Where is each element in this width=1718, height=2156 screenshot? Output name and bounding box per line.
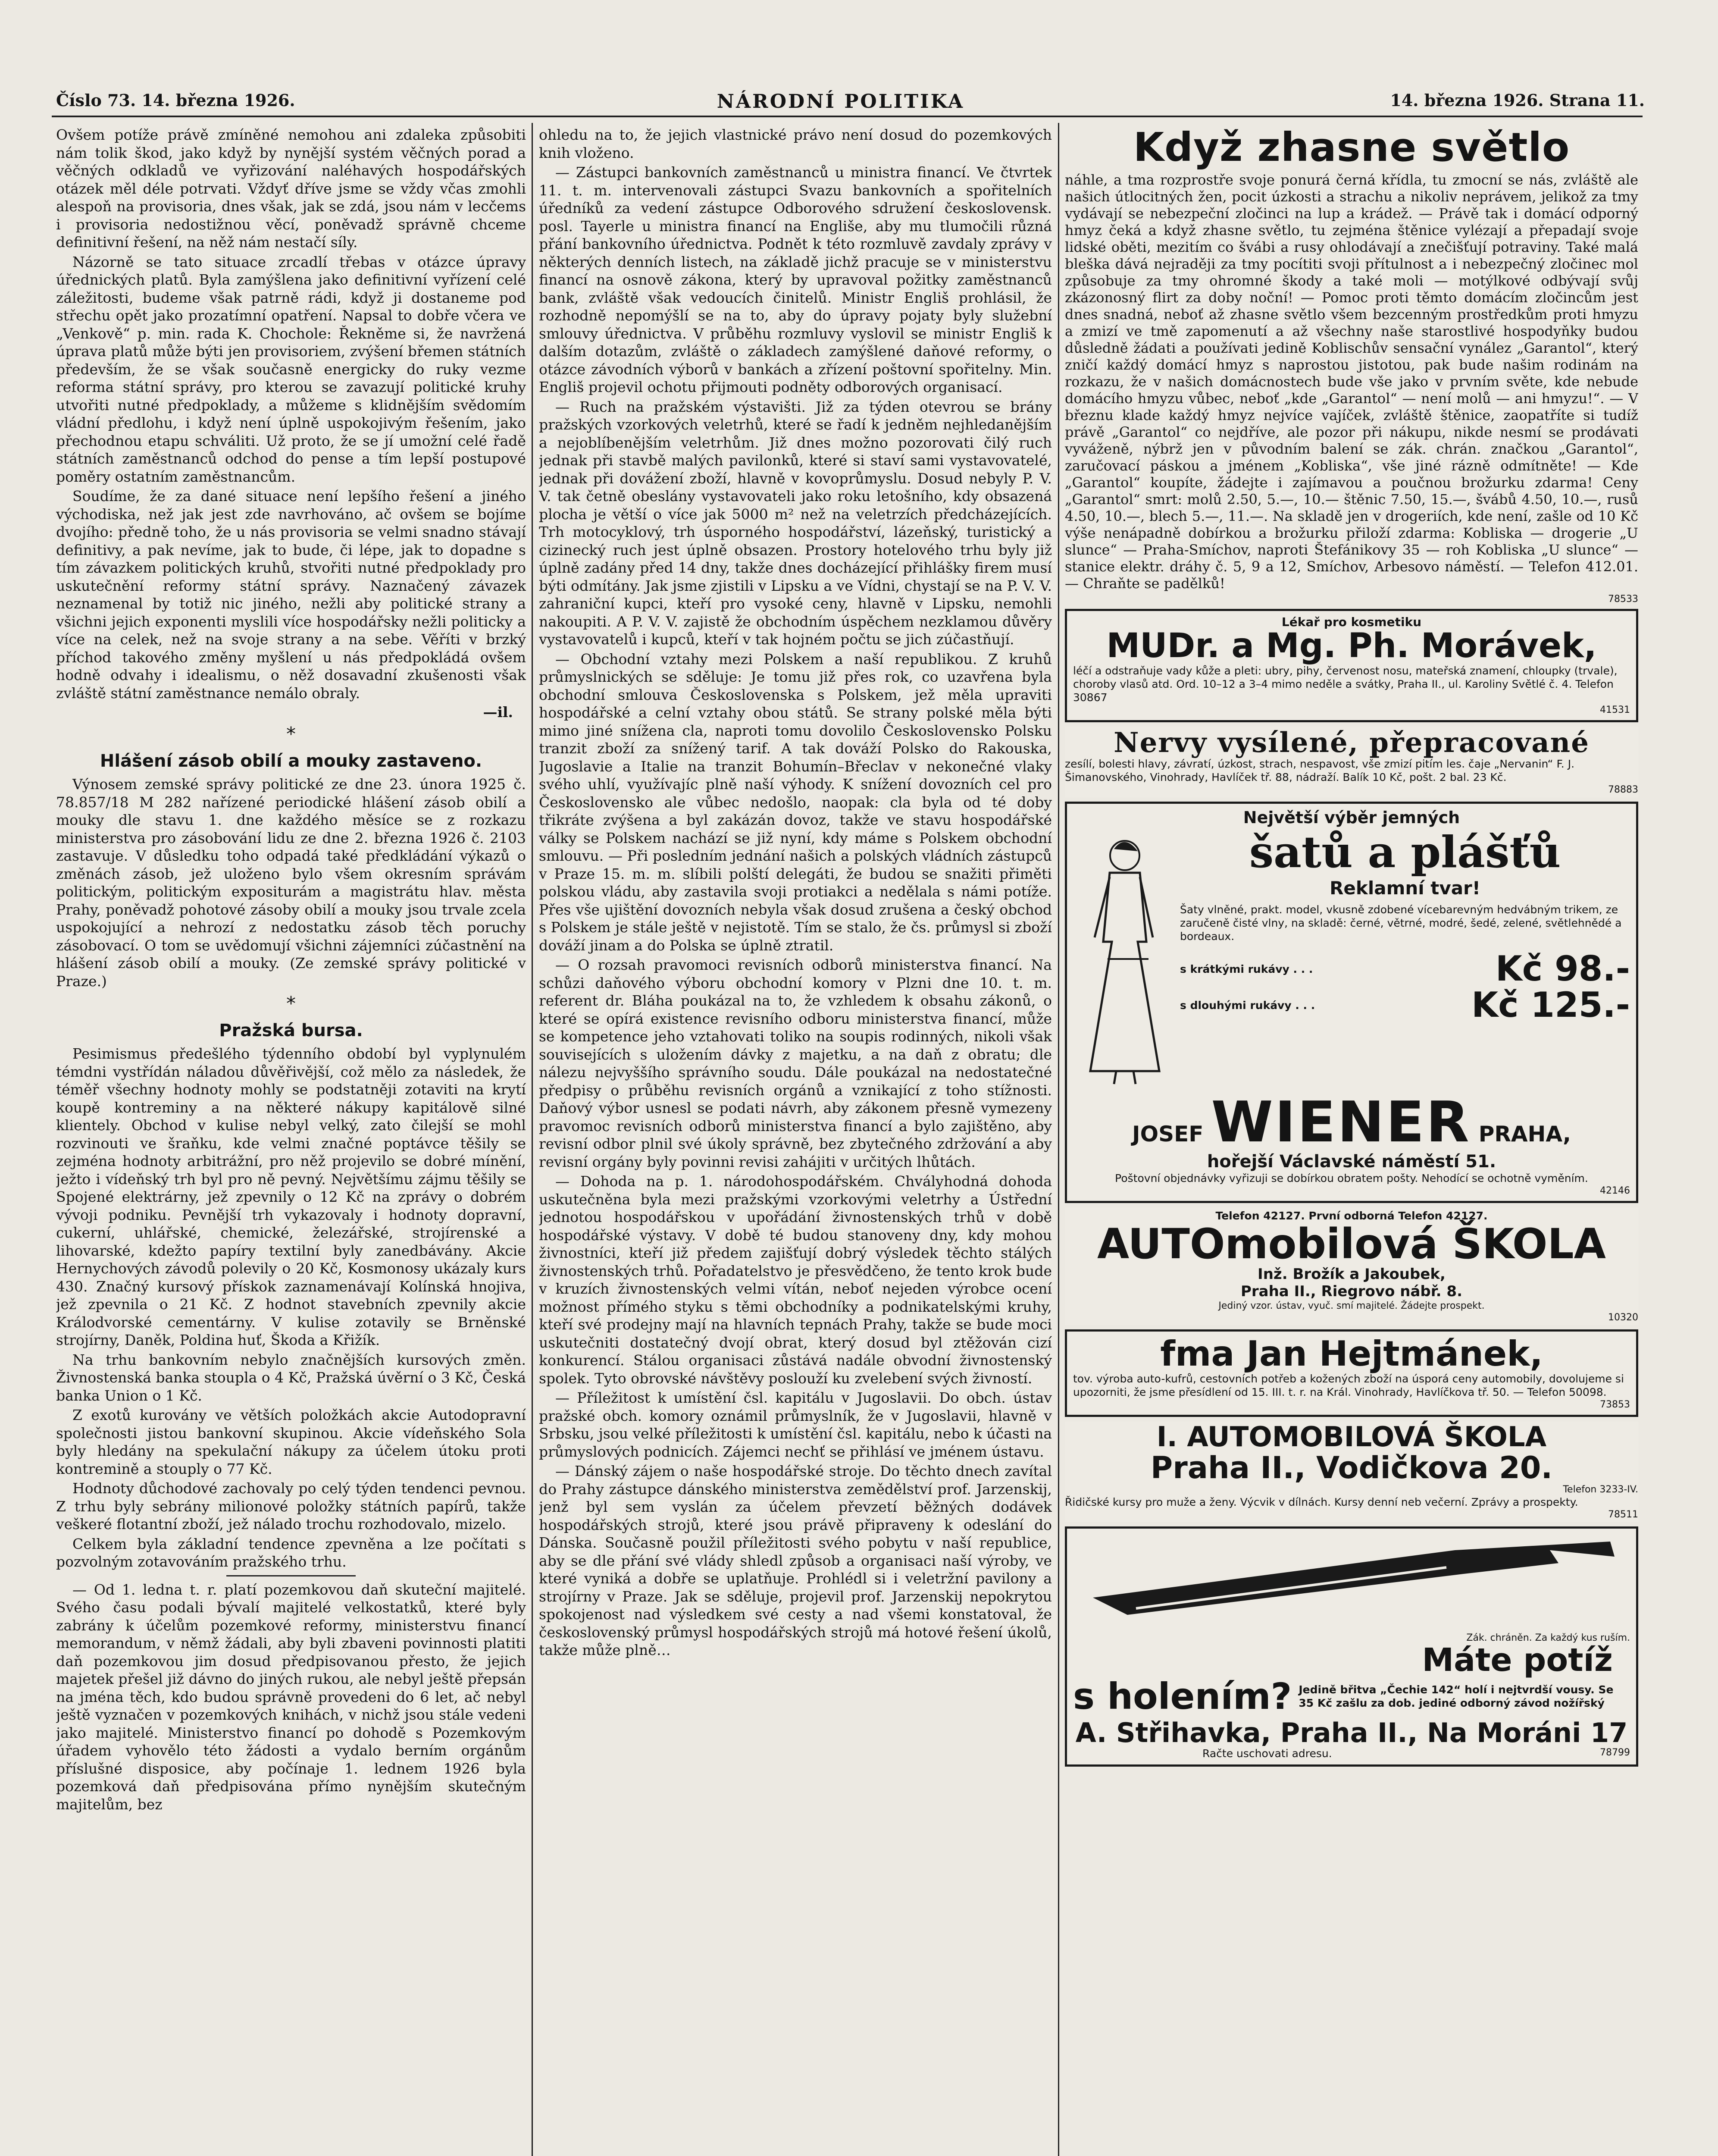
issue-info: Číslo 73. 14. března 1926. [56, 91, 295, 110]
ad-body: Jedině břitva „Čechie 142“ holí i nejtvrdší vousy. Se 35 Kč zašlu za dob. jediné odborný závod nožířský [1299, 1683, 1614, 1709]
ad-headline: I. AUTOMOBILOVÁ ŠKOLA [1156, 1421, 1547, 1454]
ad-label: Největší výběr jemných [1243, 808, 1460, 827]
ad-moravek [1065, 609, 1638, 722]
separator-star: * [286, 723, 296, 745]
ad-body: léčí a odstraňuje vady kůže a pleti: ubry, pihy, červenost nosu, mateřská znamení, chloupky (trvale), choroby vlasů atd. Ord. 10–12 a 3–4 mimo neděle a svátky, Praha II., ul. Karoliny Světlé č. 4. Telefon 30867 [1073, 664, 1618, 704]
ad-code: 73853 [1600, 1399, 1630, 1410]
ad-firm: A. Střihavka, Praha II., Na Moráni 17 [1075, 1717, 1628, 1749]
ad-body: zesílí, bolesti hlavy, závratí, úzkost, strach, nespavost, vše zmizí pitím les. čaje „Nervanin“ F. J. Šimanovského, Vinohrady, Havlíček tř. 88, nádraží. Balík 10 Kč, pošt. 2 bal. 23 Kč. [1065, 758, 1575, 784]
firm-city: PRAHA, [1478, 1122, 1571, 1147]
column-rule-1 [532, 123, 533, 2156]
header-rule [52, 116, 1643, 117]
article-heading: Pražská bursa. [219, 1021, 363, 1040]
ad-address: Praha II., Riegrovo nábř. 8. [1240, 1283, 1463, 1300]
ad-code: 78799 [1600, 1747, 1630, 1758]
firm-name: WIENER [1211, 1089, 1471, 1155]
ad-caption: Zák. chráněn. Za každý kus ruším. [1466, 1633, 1630, 1644]
ad-strihavka [1065, 1526, 1638, 1767]
ad-nervanin [1065, 727, 1638, 797]
ad-subheadline: Reklamní tvar! [1330, 877, 1480, 899]
article-text: Pesimismus předešlého týdenního období byl vyplynulém témdni vystřídán náladou důvěřivější, což mělo za následek, že téměř všechny hodnoty mohly se podstatněji zotaviti na krytí koupě kontreminy a na některé nákupy kapitálově silné klientely. Obchod v kulise nebyl velký, zato čilejší se mohl rozvinouti ve šraňku, kde velmi značné poptávce těšily se zejména hodnoty arbitrážní, pro něž projevilo se dobré mínění, ježto i vídeňský trh byl pro ně pevný. Největšímu zájmu těšily se Spojené elektrárny, jež zpevnily o 12 Kč na zprávy o dobrém vývoji podniku. Pevnější trh vykazovaly i hodnoty dopravní, cukerní, uhlářské, chemické, železářské, strojírenské a lihovarské, kdežto papíry textilní byly zanedbávány. Akcie Hernychových závodů polevily o 20 Kč, Kosmonosy ukázaly kurs 430. Značný kursový přískok zaznamenávají Kolínská hnojiva, jež zpevnila o 21 Kč. Z hodnot stavebních zpevnily akcie Králodvorské cementárny. V kulise zotavily se Brněnské strojírny, Daněk, Poldina huť, Škoda a Křižík. [56, 1045, 526, 1348]
ad-footer [1073, 1747, 1630, 1760]
firm-address: hořejší Václavské náměstí 51. [1207, 1151, 1496, 1172]
dress-illustration [1073, 830, 1172, 1088]
razor-illustration [1073, 1533, 1630, 1632]
ad-code: 42146 [1600, 1185, 1630, 1196]
article-text: ohledu na to, že jejich vlastnické právo není dosud do pozemkových knih vloženo. [539, 126, 1052, 161]
ad-code: 10320 [1608, 1312, 1638, 1323]
ad-code: 78533 [1608, 594, 1638, 605]
ad-row [1073, 1677, 1630, 1715]
price-value: Kč 125.- [1471, 985, 1630, 1025]
column-2 [539, 126, 1052, 2156]
article-text: Názorně se tato situace zrcadlí třebas v otázce úpravy úřednických platů. Byla zamýšlena jako definitivní vyřízení celé záležitosti, budeme však patrně rádi, když ji dostaneme pod střechu opět jako prozatímní opatření. Napsal to dobře včera ve „Venkově“ p. min. rada K. Chochole: Řekněme si, že navržená úprava platů může býti jen provisoriem, zvýšení břemen státních především, že se však současně energicky do ruky vezme reforma státní správy, pro kterou se zavazují politické kruhy utvořiti nutné předpoklady, a můžeme s klidnějším svědomím vládní předlohu, i když není úplně uspokojivým řešením, jako přechodnou etapu schváliti. Už proto, že se jí umožní celé řadě státních zaměstnanců odchod do pense a tím lepší postupové poměry ostatním zaměstnancům. [56, 253, 526, 485]
article-text: — Dánský zájem o naše hospodářské stroje. Do těchto dnech zavítal do Prahy zástupce dánského ministerstva zemědělství prof. Jarzenskij, jenž byl sem vyslán za účelem převzetí běžných dodávek hospodářských strojů, které jsou právě připraveny k odeslání do Dánska. Současně použil příležitosti svého pobytu v naší republice, aby se dle přání své vlády shledl způsob a organisaci naší výroby, ve které vyniká a dobře se uplatňuje. Prohlédl si i veletržní pavilony a strojírny v Praze. Jak se sděluje, projevil prof. Jarzenskij nepokrytou spokojenost nad výsledkem své cesty a nad všemi konstatoval, že československý průmysl hospodářských strojů má hotové řešení úkolů, takže může plně… [539, 1463, 1052, 1658]
article-signature: —il. [483, 704, 513, 721]
ad-note: Jediný vzor. ústav, vyuč. smí majitelé. Žádejte prospekt. [1218, 1300, 1485, 1312]
article-text: Z exotů kurovány ve větších položkách akcie Autodopravní společnosti jistou bankovní skupinou. Akcie vídeňského Sola byly hledány na spekulační nákupy za účelem útoku proti kontremině a stouply o 77 Kč. [56, 1407, 526, 1477]
article-text: — Obchodní vztahy mezi Polskem a naší republikou. Z kruhů průmyslnických se sděluje: Je tomu již přes rok, co uzavřena byla obchodní smlouva Československa s Polskem, jež měla upraviti hospodářské a celní vztahy obou států. Se strany polské měla býti mimo jiné snížena cla, naproti tomu dovolilo Československo Polsku tranzit zboží za snížený tarif. A tak dováží Polsko do Rakouska, Jugoslavie a Italie na tranzit Bohumín–Břeclav v nekonečné vlaky svého uhlí, využívajíc plně naší výhody. K snížení dovozních cel pro Československo ale vůbec nedošlo, naopak: cla byla od té doby třikráte zvýšena a byl zakázán dovoz, takže ve stavu hospodářské války se Polskem nachází se již nyní, kdy máme s Polskem obchodní smlouvu. — Při posledním jednání našich a polských vládních zástupců v Praze 15. m. m. slíbili polští delegáti, že budou se snažiti přiměti polskou vládu, aby zastavila svoji protiakci a nedělala s námi potíže. Přes vše ujištění dovozních nebyla však dosud zrušena a český obchod s Polskem je stále ještě v nejistotě. Tím se stalo, že čs. průmysl si zboží dováží jinam a do Polska se úplně ztratil. [539, 650, 1052, 954]
price-value: Kč 98.- [1495, 949, 1630, 989]
article-heading: Hlášení zásob obilí a mouky zastaveno. [100, 751, 482, 771]
article-text: — Ruch na pražském výstavišti. Již za týden otevrou se brány pražských vzorkových veletrhů, které se řadí k jedněm nejhledanějším a nejoblíbenějším veletrhům. Již dnes možno pozorovati čilý ruch jednak při stavbě malých pavilonků, které si staví sami vystavovatelé, jednak při dovážení zboží, hlavně v kovoprůmyslu. Dosud nebyly P. V. V. tak četně obeslány vystavovateli jako roku letošního, kdy obsazená plocha je větší o více jak 5000 m² než na veletrzích předcházejících. Trh motocyklový, trh úsporného hospodářství, lázeňský, turistický a cizinecký ruch jest úplně obsazen. Prostory hotelového trhu byly již úplně zadány před 14 dny, takže dnes docházející přihlášky firem musí býti odmítány. Jak jsme zjistili v Lipsku a ve Vídni, chystají se na P. V. V. zahraniční kupci, kteří pro vysoké ceny, hlavně v Lipsku, nemohli nakoupiti. A P. V. V. zajistě že obchodním úspěchem nezklamou důvěry vystavovatelů i kupců, kteří v tak hojném počtu se jich zúčastňují. [539, 398, 1052, 648]
ad-autoskola-vodickova [1065, 1421, 1638, 1522]
price-row-long [1180, 987, 1630, 1023]
article-text: Na trhu bankovním nebylo značnějších kursových změn. Živnostenská banka stoupla o 4 Kč, Pražská úvěrní o 3 Kč, Česká banka Union o 1 Kč. [56, 1351, 526, 1404]
divider [226, 1575, 356, 1576]
price-label: s krátkými rukávy . . . [1180, 962, 1313, 975]
ad-code: 78883 [1608, 784, 1638, 796]
article-text: — Od 1. ledna t. r. platí pozemkovou daň skuteční majitelé. Svého času podali bývalí majitelé velkostatků, které byly zabrány k účelům pozemkové reformy, ministerstvu financí memorandum, v němž žádali, aby byli zbaveni povinnosti platiti daň pozemkovou jim dosud předpisovanou přesto, že jejich majetek přešel již dávno do jiných rukou, ale nebyl ještě přepsán na jména těch, kdo budou správně provedeni do 6 let, ač nebyl ještě vyznačen v pozemkových knihách, v nichž jsou stále vedeni jako majitelé. Ministerstvo financí po dohodě s Pozemkovým úřadem vyhovělo této žádosti a vydalo berním orgánům příslušné disposice, aby počínaje 1. lednem 1926 byla pozemková daň předpisována přímo nynějším skutečným majitelům, bez [56, 1581, 526, 1813]
column-rule-2 [1058, 123, 1059, 2156]
ad-code: 41531 [1600, 704, 1630, 715]
ad-hejtmanek [1065, 1329, 1638, 1417]
ad-headline: šatů a plášťů [1249, 827, 1561, 878]
article-text: — Dohoda na p. 1. národohospodářském. Chvályhodná dohoda uskutečněna byla mezi pražskými vzorkovými veletrhy a Ústřední jednotou hospodářskou v upořádání živnostenských trhů v době hospodářské výstavy. V době té budou stanoveny dny, kdy mohou živnostníci, kteří již předem zajišťují dobrý výsledek těchto stálých živnostenských trhů. Pořadatelstvo je přesvědčeno, že tento krok bude v kruzích živnostenských velmi vítán, neboť nejeden výrobce ocení možnost přímého styku s těmi obchodníky a podnikatelskými kruhy, kteří své prodejny mají na hlavních tepnách Prahy, takže se bude moci uskutečniti dostatečný dvojí obrat, který dosud byl ztěžován cizí konkurencí. Stálou organisaci zůstává nadále obvodní živnostenský spolek. Tyto obrovské návštěvy poslouží ku zvelebení svých živností. [539, 1173, 1052, 1387]
ad-headline: Nervy vysílené, přepracované [1114, 726, 1590, 759]
ad-body: tov. výroba auto-kufrů, cestovních potřeb a kožených zboží na úsporá ceny automobily, dovolujeme si upozorniti, že jsme přesídlení od 15. III. t. r. na Král. Vinohrady, Havlíčkova tř. 50. — Telefon 50098. [1073, 1373, 1624, 1399]
ad-wiener [1065, 802, 1638, 1203]
advert-text: náhle, a tma rozprostře svoje ponurá černá křídla, tu zmocní se nás, zvláště ale našich útlocitných žen, pocit úzkosti a strachu a nikoliv neprávem, jelikož za tmy vydávají se nebezpeční zločinci na lup a krádež. — Právě tak i domácí odporný hmyz čeká a když zhasne světlo, tu zejména štěnice vylézají a přepadají svoje lidské oběti, mezitím co švábi a rusy ohlodávají a znečišťují potraviny. Také malá bleška dává nejraději za tmy pocítiti svoji přítulnost a i nebezpečný zločinec mol způsobuje za tmy ohromné škody a také moli — motýlkové odbývají svůj zkázonosný flirt za doby noční! — Pomoc proti těmto domácím zločincům jest dnes snadná, neboť až zhasne světlo všem bezcenným prostředkům proti hmyzu a zmizí ve tmě zapomenutí a až všechny naše starostlivé hospodyňky budou důsledně žádati a používati jedině Koblischův sensační vynález „Garantol“, který zničí každý domácí hmyz s naprostou jistotou, pak bude našim rodinám na rozkazu, že v našich domácnostech bude vše jako v prvním světe, kde nebude domácího hmyzu vůbec, neboť „kde „Garantol“ — není molů — ani hmyzu!“. — V březnu klade každý hmyz nejvíce vajíček, zvláště štěnice, zaopatříte si tudíž právě „Garantol“ co nejdříve, ale pozor při nákupu, nikde nesmí se prodávati vyváženě, nýbrž jen v původním balení se zák. chrán. značkou „Garantol“, zaručovací páskou a jménem „Kobliska“, vše jiné rázně odmítněte! — Kde „Garantol“ koupíte, žádejte i zajímavou a poučnou brožurku zdarma! Ceny „Garantol“ smrt: molů 2.50, 5.—, 10.— štěnic 7.50, 15.—, švábů 4.50, 10.—, rusů 4.50, 10.—, blech 5.—, 11.—. Na skladě jen v drogeriích, kde není, zašle od 10 Kč výše nenápadně dobírkou a brožurku přiloží zdarma: Kobliska — drogerie „U slunce“ — Praha-Smíchov, naproti Štefánikovy 35 — roh Kobliska „U slunce“ — stanice elektr. dráhy č. 5, 9 a 12, Smíchov, Arbesovo náměstí. — Telefon 412.01. — Chraňte se padělků! [1065, 172, 1638, 592]
price-label: s dlouhými rukávy . . . [1180, 999, 1315, 1012]
article-text: Hodnoty důchodové zachovaly po celý týden tendenci pevnou. Z trhu byly sebrány milionové položky státních papírů, takže veškeré flotantní zboží, jež nálado trochu rozhodovalo, mizelo. [56, 1480, 526, 1532]
ad-owners: Inž. Brožík a Jakoubek, [1258, 1266, 1446, 1283]
ad-headline: s holením? [1073, 1675, 1292, 1717]
article-text: Výnosem zemské správy politické ze dne 23. února 1925 č. 78.857/18 M 282 nařízené periodické hlášení zásob obilí a mouky dle stavu 1. dne každého měsíce se z rozkazu ministerstva pro zásobování lidu ze dne 2. března 1926 č. 2103 zastavuje. V důsledku toho odpadá také předkládání výkazů o změnách zásob, jež uloženo bylo všem okresním správám politickým, politickým expositurám a magistrátu hlav. města Prahy, poněvadž pohotové zásoby obilí a mouky jsou trvale zcela uspokojující a nehrozí z nedostatku zásob těch poruchy zásobovací. O tom se uvědomují všichni zájemníci zúčastnění na hlášení zásob obilí a mouky. (Ze zemské správy politické v Praze.) [56, 776, 526, 990]
masthead: NÁRODNÍ POLITIKA [717, 91, 965, 113]
ad-headline: AUTOmobilová ŠKOLA [1097, 1219, 1606, 1268]
article-text: — O rozsah pravomoci revisních odborů ministerstva financí. Na schůzi daňového výboru obchodní komory v Plzni dne 10. t. m. referent dr. Bláha poukázal na to, že vzhledem k obsahu zákonů, o které se opírá existence revisního odboru ministerstva financí, může se kompetence jeho vztahovati toliko na soupis rodinných, nikoli však souvisejících s uložením dávky z majetku, a na daň z obratu; dle nálezu nejvyššího správního soudu. Dále poukázal na nedostatečné předpisy o průběhu revisních orgánů a vznikající z toho stížnosti. Daňový výbor usnesl se podati návrh, aby zákonem přesně vymezeny pravomoc revisních odborů ministerstva financí a bylo zajištěno, aby revisní odbor plnil své úkoly správně, bez zbytečného zdržování a aby revisní orgány byly povinni revisi zahájiti v určitých lhůtách. [539, 956, 1052, 1170]
column-3 [1065, 126, 1638, 2156]
ad-phone: Telefon 3233-IV. [1563, 1484, 1638, 1495]
ad-note: Poštovní objednávky vyřizuji se dobírkou obratem pošty. Nehodící se ochotně vyměním. [1115, 1172, 1588, 1185]
ad-code: 78511 [1608, 1509, 1638, 1520]
ad-label: Telefon 42127. První odborná Telefon 42127. [1215, 1209, 1488, 1222]
ad-headline: MUDr. a Mg. Ph. Morávek, [1106, 627, 1597, 665]
separator-star: * [286, 993, 296, 1015]
column-1 [56, 126, 526, 2156]
ad-body: Šaty vlněné, prakt. model, vkusně zdobené vícebarevným hedvábným trikem, ze zaručeně čisté vlny, na skladě: černé, větrné, modré, šedé, zelené, světlehnědé a bordeaux. [1180, 903, 1622, 943]
ad-body: Řidičské kursy pro muže a ženy. Výcvik v dílnách. Kursy denní neb večerní. Zprávy a prospekty. [1065, 1496, 1578, 1509]
price-row-short [1180, 951, 1630, 987]
ad-headline: fma Jan Hejtmánek, [1160, 1334, 1543, 1374]
article-text: Soudíme, že za dané situace není lepšího řešení a jiného východiska, než jak jest zde navrhováno, ač ovšem se bojíme dvojího: předně toho, že u nás provisoria se velmi snadno stávají definitivy, a pak nevíme, jak to bude, či lépe, jak to dopadne s tím závazkem politických kruhů, stvořiti nutné předpoklady pro uskutečnění reformy státní správy. Naznačený závazek neznamenal by totiž nic jiného, nežli aby politické strany a všichni jejich exponenti myslili více hospodářsky nežli politicky a více na celek, než na svoje strany a na sebe. Věříti v brzký příchod takového změny myšlení u nás předpokládá ovšem hodně odvahy i idealismu, o něž dosavadní zkušenosti však zvláště státní zaměstnance nemálo obraly. [56, 488, 526, 702]
ad-address: Praha II., Vodičkova 20. [1150, 1450, 1553, 1485]
article-text: Ovšem potíže právě zmíněné nemohou ani zdaleka způsobiti nám tolik škod, jako když by nynější systém věčných porad a věčných odkladů ve vyřizování naléhavých hospodářských otázek měl déle potrvati. Vždyť dříve jsme se vždy včas zmohli alespoň na provisoria, dnes však, jak se zdá, jsou nám v lecčems i provisoria nedostižnou věcí, poněvadž správně chceme definitivní řešení, na něž nám nestačí síly. [56, 126, 526, 251]
firm-row [1073, 1089, 1630, 1155]
ad-headline-garantol: Když zhasne světlo [1133, 126, 1570, 170]
ad-label: Lékař pro kosmetiku [1281, 615, 1422, 629]
page-info: 14. března 1926. Strana 11. [1390, 91, 1645, 110]
ad-note: Račte uschovati adresu. [1202, 1747, 1332, 1760]
ad-headline: Máte potíž [1422, 1642, 1613, 1679]
firm-first: JOSEF [1132, 1122, 1204, 1147]
article-text: — Příležitost k umístění čsl. kapitálu v Jugoslavii. Do obch. ústav pražské obch. komory oznámil průmyslník, že v Jugoslavii, hlavně v Srbsku, jsou velké příležitosti k umístění čsl. kapitálu, nebo k účasti na průmyslových podnicích. Zájemci nechť se přihlásí ve jménem ústavu. [539, 1389, 1052, 1460]
ad-autoskola-brozik [1065, 1207, 1638, 1326]
article-text: — Zástupci bankovních zaměstnanců u ministra financí. Ve čtvrtek 11. t. m. intervenovali zástupci Svazu bankovních a spořitelních úředníků za vedení zástupce Odborového sdružení československ. posl. Tayerle u ministra financí na Engliše, aby mu tlumočili různá přání bankovního úřednictva. Podnět k této rozmluvě zavdaly zprávy v některých denních listech, na základě jichž pracuje se v ministerstvu financí na osnově zákona, který by upravoval požitky zaměstnanců bank, zvláště však vedoucích činitelů. Ministr Engliš prohlásil, že rozhodně nepomýšlí se na to, aby do úpravy pojaty byly služební smlouvy úřednictva. V průběhu rozmluvy vyslovil se ministr Engliš k dalším dotazům, zvláště o základech zamýšlené daňové reformy, o otázce závodních výborů v bankách a zřízení poštovní spořitelny. Min. Engliš projevil ochotu přijmouti podněty odborových organisací. [539, 164, 1052, 395]
article-text: Celkem byla základní tendence zpevněna a lze počítati s pozvolným zotavováním pražského trhu. [56, 1535, 526, 1570]
